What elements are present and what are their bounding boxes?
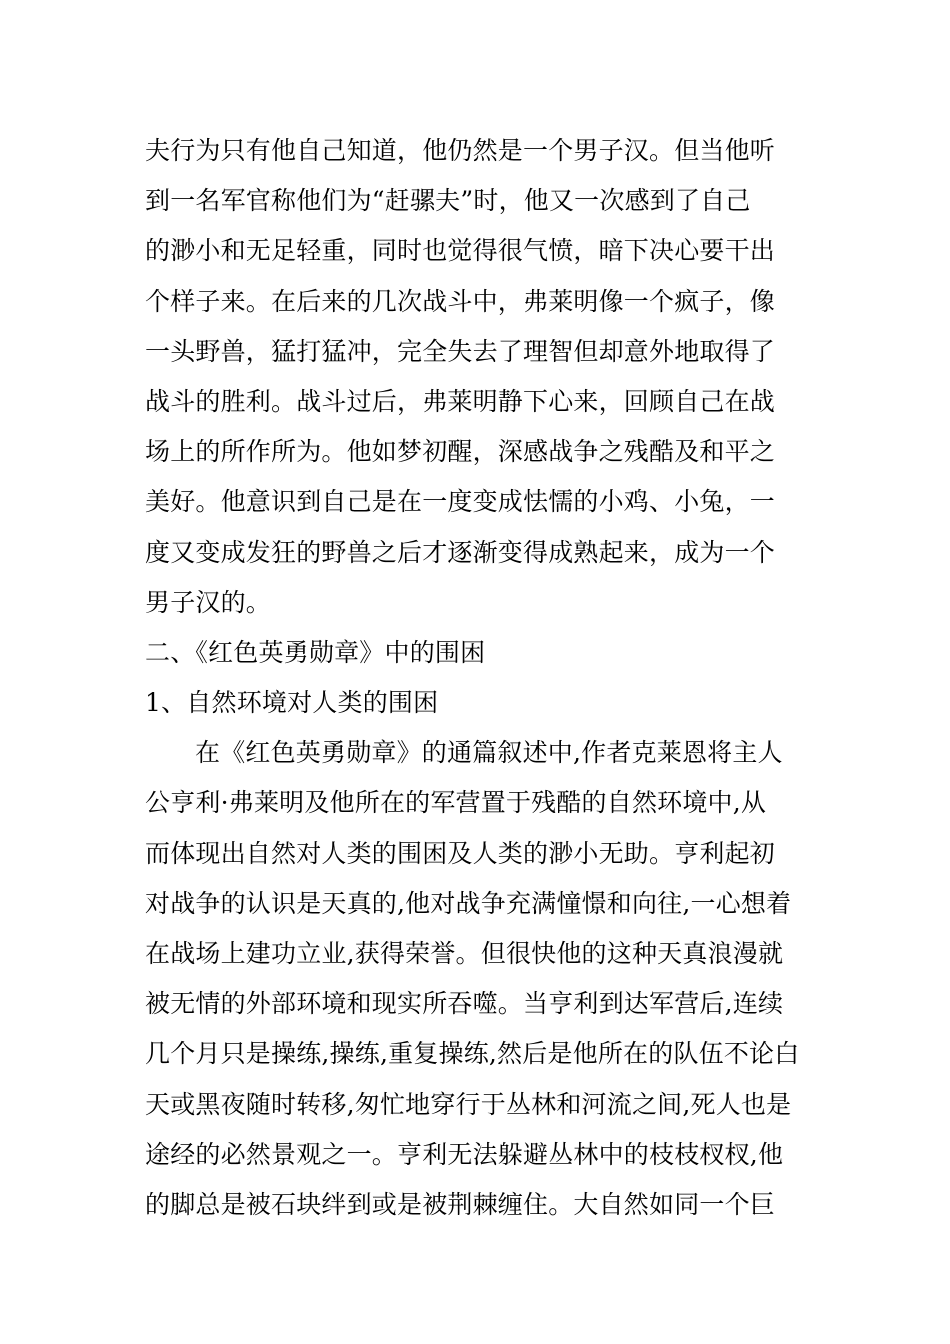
paragraph-line: 被无情的外部环境和现实所吞噬。当亨利到达军营后,连续 bbox=[145, 989, 784, 1019]
paragraph-line: 夫行为只有他自己知道，他仍然是一个男子汉。但当他听 bbox=[145, 136, 776, 165]
paragraph-line: 天或黑夜随时转移,匆忙地穿行于丛林和河流之间,死人也是 bbox=[145, 1089, 792, 1119]
paragraph-line: 个样子来。在后来的几次战斗中，弗莱明像一个疯子，像 bbox=[145, 286, 776, 316]
paragraph-line: 的脚总是被石块绊到或是被荆棘缠住。大自然如同一个巨 bbox=[145, 1189, 776, 1219]
section-heading: 二、《红色英勇勋章》中的围困 bbox=[145, 637, 486, 667]
paragraph-line: 几个月只是操练,操练,重复操练,然后是他所在的队伍不论白 bbox=[145, 1039, 800, 1069]
paragraph-line: 度又变成发狂的野兽之后才逐渐变得成熟起来，成为一个 bbox=[145, 537, 776, 567]
paragraph-line: 的渺小和无足轻重，同时也觉得很气愤，暗下决心要干出 bbox=[145, 236, 776, 266]
paragraph-line: 而体现出自然对人类的围困及人类的渺小无助。亨利起初 bbox=[145, 838, 776, 868]
subsection-heading: 1、自然环境对人类的围困 bbox=[145, 688, 439, 718]
paragraph-line: 在战场上建功立业,获得荣誉。但很快他的这种天真浪漫就 bbox=[145, 939, 784, 968]
paragraph-line: 公亨利·弗莱明及他所在的军营置于残酷的自然环境中,从 bbox=[145, 788, 767, 818]
paragraph-line: 战斗的胜利。战斗过后，弗莱明静下心来，回顾自己在战 bbox=[145, 386, 776, 416]
paragraph-line: 途经的必然景观之一。亨利无法躲避丛林中的枝枝杈杈,他 bbox=[145, 1139, 784, 1169]
paragraph-line: 美好。他意识到自己是在一度变成怯懦的小鸡、小兔，一 bbox=[145, 487, 776, 517]
body-text bbox=[145, 126, 807, 1230]
paragraph-line: 场上的所作所为。他如梦初醒，深感战争之残酷及和平之 bbox=[145, 437, 776, 467]
paragraph-line: 一头野兽，猛打猛冲，完全失去了理智但却意外地取得了 bbox=[145, 336, 776, 366]
paragraph-line: 对战争的认识是天真的,他对战争充满憧憬和向往,一心想着 bbox=[145, 888, 792, 918]
paragraph-line: 到一名军官称他们为“赶骡夫”时，他又一次感到了自己 bbox=[145, 186, 751, 216]
paragraph-line: 男子汉的。 bbox=[145, 587, 272, 617]
paragraph-line: 在《红色英勇勋章》的通篇叙述中,作者克莱恩将主人 bbox=[195, 738, 783, 768]
